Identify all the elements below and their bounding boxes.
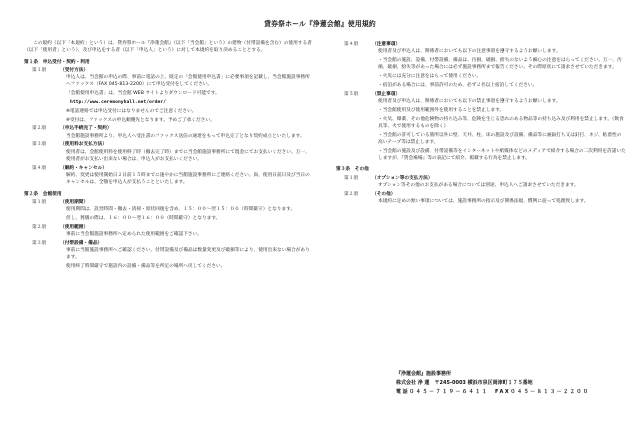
article-heading (336, 175, 626, 182)
intro-paragraph: この規約（以下「本規約」という）は、貸券祭ホール『浄蓮会館』（以下「当会館」という）の建物（付帯設備を含む）の使用する者（以下「使用者」という）、及び申込をする者（以下「申込人」という）に対して本規約を取り決めることとする。 (24, 41, 312, 54)
bullet-item: ・当会館使用及び使用範囲外を使用することを禁止します。 (378, 107, 505, 113)
article-paragraph: 使用者及び申込人は、関係者においても以下の禁止事項を遵守するようお願いします。 (378, 98, 561, 104)
chapter-heading: 第２条 会館使用 (24, 191, 62, 197)
article-number: 第２項 (344, 191, 359, 197)
article-number: 第５項 (344, 91, 359, 97)
right-column (336, 40, 626, 207)
document-title: 貸券祭ホール『浄蓮会館』使用規約 (264, 20, 376, 28)
article-number: 第３項 (32, 142, 47, 148)
right-column-content (336, 41, 626, 205)
article-paragraph: 事前に当会館施設事務所へ定められた使用範囲をご確認下さい。 (66, 231, 202, 237)
article-number: 第１項 (32, 199, 47, 205)
article-paragraph: 使用者は、会館使用料を使用終了時（撤去完了時）までに当会館施設事務所にて現金にてお支払いください。万一、使用者がお支払い出来ない場合は、申込人がお支払いください。 (66, 149, 310, 162)
article-heading (24, 165, 314, 172)
article-number: 第２項 (32, 224, 47, 230)
article-title: （使用範囲） (60, 224, 89, 230)
article-paragraph: 解約、変更は使用開始日２日前１５時までに速やかに当館施設事務所にご連絡ください。尚、使用日前日及び当日のキャンセルは、全額を申込人が支払うことといたします。 (66, 173, 310, 186)
article-title: （受付方法） (60, 67, 89, 73)
article-number: 第１項 (32, 67, 47, 73)
left-column (24, 40, 314, 272)
article-number: 第１項 (344, 175, 359, 181)
bullet-item: ・火災には充分に注意をはらって使用ください。 (378, 74, 482, 80)
article-paragraph: 使用終了時間厳守で施設内の設備・備品等を所定の場所へ戻してください。 (66, 264, 226, 270)
article-heading (24, 67, 314, 74)
article-title: （使用期間） (60, 199, 89, 205)
article-number: 第３項 (32, 240, 47, 246)
bullet-item: ・火気、爆薬、その他危険物の持ち込み等、危険を生じる恐れのある物品等の持ち込み及び利用を禁止します。（飲食具等、火で使用するものを除く） (378, 116, 624, 129)
article-heading (336, 91, 626, 98)
left-column-content (24, 59, 314, 271)
bullet-item: ・宿泊がある場合には、事前許可のため、必ず２名以上宿泊してください。 (378, 82, 538, 88)
article-paragraph: 使用者及び申込人は、関係者においても以下の注意事項を遵守するようお願いします。 (378, 49, 561, 55)
article-heading (24, 141, 314, 148)
article-title: （注意事項） (372, 42, 401, 47)
article-paragraph: 「会館使用申込書」は、当会館 WEB サイトよりダウンロード可能です。 (66, 91, 220, 97)
article-heading (24, 199, 314, 206)
article-paragraph: ※電話連絡では申込受付にはなりませんのでご注意ください。 (66, 108, 197, 114)
contact-office: 『浄蓮会館』施設事務所 (396, 371, 452, 377)
article-paragraph: 但し、葬儀の際は、１６：００～翌１６：００（時間厳守）となります。 (66, 215, 221, 221)
article-title: （禁止事項） (372, 91, 401, 97)
article-paragraph: ※受付は、ファックスの申込順優先となります。予めご了承ください。 (66, 117, 215, 123)
article-title: （その他） (372, 191, 396, 197)
bullet-item: ・当会館の施設及び設備、付帯設備等をインターネットや紙媒体などのメディアで紹介する場合の二次利用を許諾いたしますが、『貸会場場』等の表記にて紹介、掲載する行為を禁止します。 (378, 148, 626, 161)
article-title: （オプション等の支払方法） (372, 175, 433, 181)
contact-phone: 電話０４５－７１９－６４１１ FAX０４５－８１３－２２００ (396, 389, 590, 395)
article-heading (24, 240, 314, 247)
article-title: （付帯設備・備品） (60, 240, 103, 246)
article-paragraph: 当会館施設事務所より、申込人へ受注書のファックス送信の通達をもって申込完了となり契約成立といたします。 (66, 133, 305, 139)
article-title: （使用料お支払方法） (60, 142, 107, 148)
chapter-heading: 第３条 その他 (336, 167, 369, 173)
chapter-heading: 第１条 申込受付・契約・利用 (24, 59, 90, 65)
article-number: 第２項 (32, 126, 47, 132)
article-paragraph: 使用期間は、設営時間・撤去・清掃・原状回復を含め、１５：００～翌１５：００（時間厳守）となります。 (66, 207, 296, 213)
bullet-item: ・当会館の施設、設備、付帯設備、備品は、汚損、破損、紛失のないよう細心の注意をはらってください。万一、汚損、破損、紛失等があった場合には必ず施設事務所まで報告ください。その際原状にて請求させていただきます。 (378, 58, 622, 71)
download-url-link[interactable]: http://www.ceremonyhall.net/order/ (70, 99, 166, 105)
article-heading (24, 125, 314, 132)
article-heading (336, 191, 626, 198)
article-title: （申込手続完了・契約） (60, 126, 112, 132)
contact-block (396, 370, 590, 397)
article-paragraph: 申込人は、当会館の申込の際、事前に電話の上、既定の「会館使用申込書」に必要事項を記載し、当会館施設事務所へファックス（FAX 045-813-2200）にて申込受付をしてください。 (66, 75, 310, 88)
contact-company: 株式会社 浄 蓮 〒245-0003 横浜市泉区岡津町１７５番地 (396, 380, 533, 386)
bullet-item: ・当会館の許可している箇所以外に壁、天井、柱、床の施設及び設備、備品等に画鋲打ち又は釘打、ネジ、粘着性の高いテープ等は禁止します。 (378, 132, 622, 145)
article-paragraph: 事前に当館施設事務所へご確認ください。付帯設備及び備品は数量変更及び破損等により、使用出来ない場合があります。 (66, 248, 310, 261)
article-heading (336, 41, 626, 48)
article-heading (24, 224, 314, 231)
article-number: 第４項 (344, 42, 359, 47)
article-number: 第４項 (32, 165, 47, 171)
article-title: （解約・キャンセル） (60, 165, 107, 171)
article-paragraph: 本規約に定めの無い事項については、施設事務所の指示及び関係法規、慣例に従って処理致します。 (378, 198, 589, 204)
article-paragraph: オプション等その他のお支払がある場合については別途、申込人へご請求させていただきます。 (378, 182, 579, 188)
